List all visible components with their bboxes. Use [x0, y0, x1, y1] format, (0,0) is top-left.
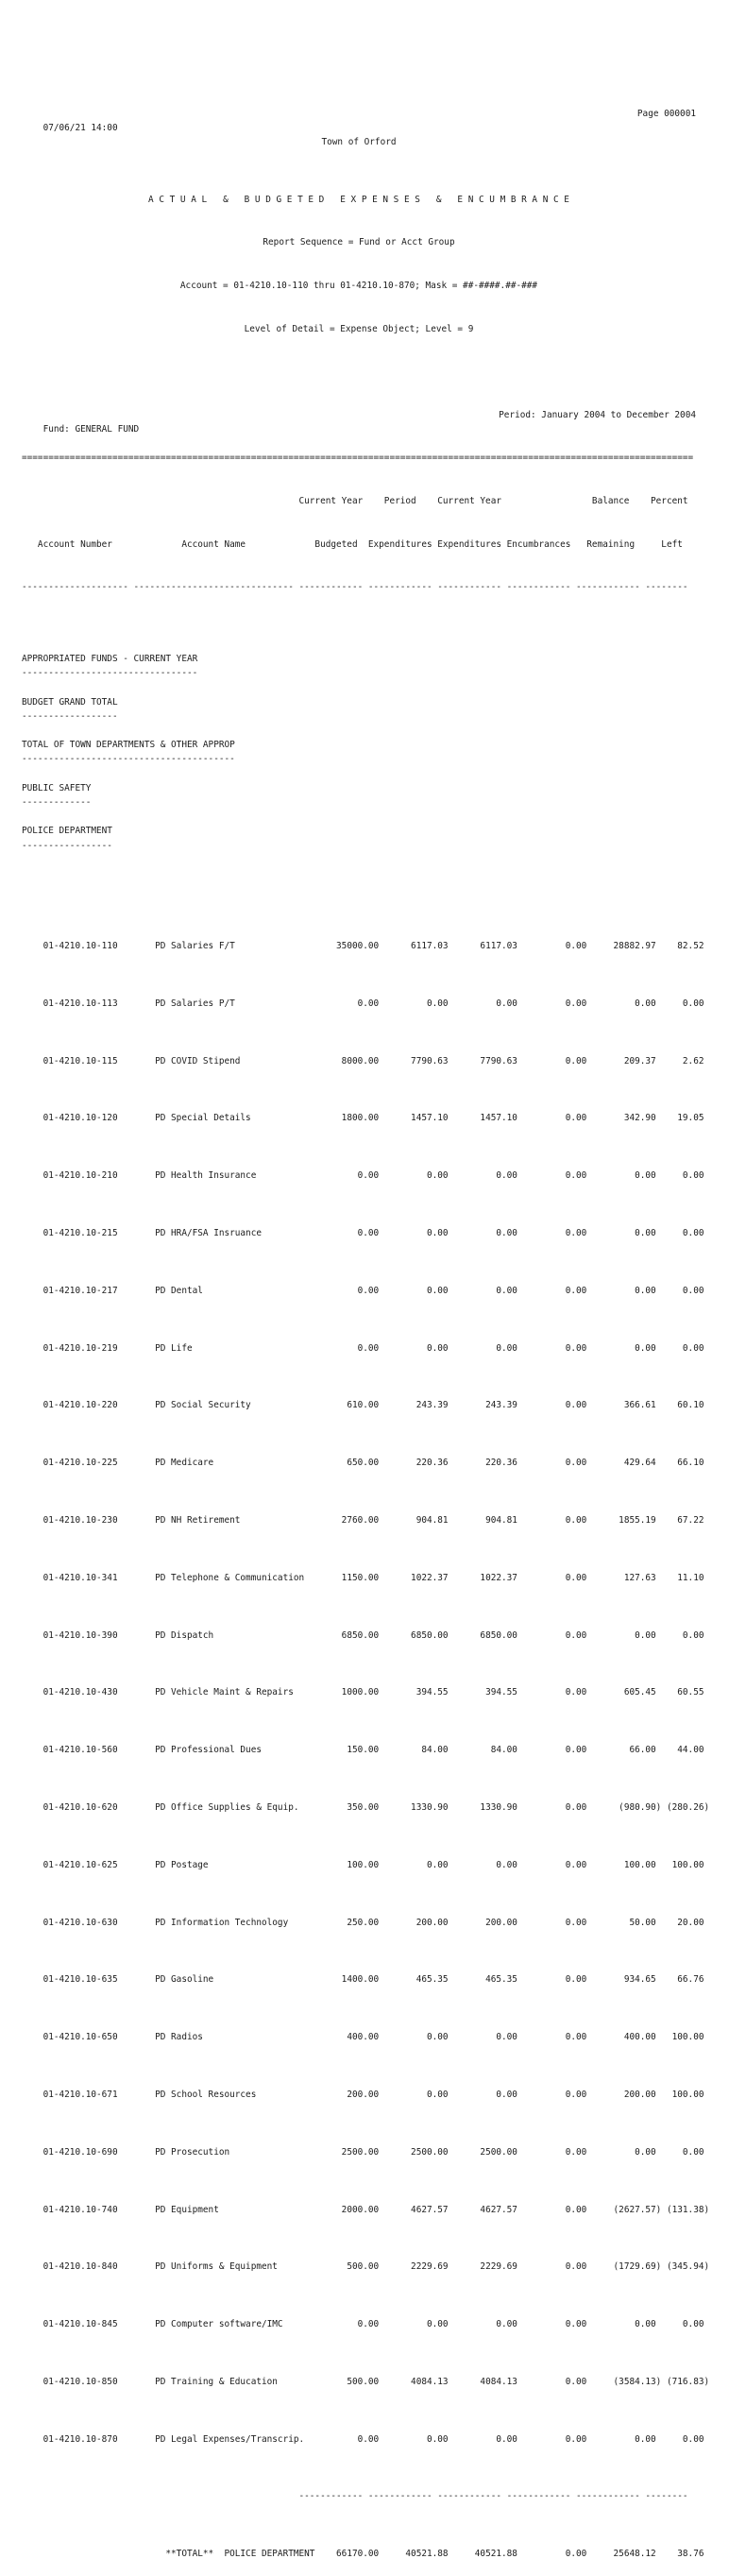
balance-remaining-cell: 0.00 — [597, 1227, 667, 1238]
cy-expenditures-cell: 904.81 — [458, 1514, 529, 1526]
cy-expenditures-cell: 0.00 — [458, 1285, 529, 1296]
percent-left-cell: 82.52 — [666, 940, 710, 951]
account-name-cell: PD Salaries F/T — [155, 940, 321, 951]
account-number-cell: 01-4210.10-113 — [42, 998, 156, 1009]
budgeted-cell: 2760.00 — [320, 1514, 390, 1526]
encumbrances-cell: 0.00 — [528, 998, 598, 1009]
blank-line — [22, 149, 696, 163]
period-expenditures-cell: 84.00 — [389, 1745, 459, 1756]
account-table-body — [22, 896, 729, 2447]
encumbrances-cell: 0.00 — [528, 1687, 598, 1698]
account-number-cell: 01-4210.10-115 — [42, 1055, 156, 1066]
percent-left-cell: 2.62 — [666, 1055, 710, 1066]
percent-left-cell: 0.00 — [666, 1342, 710, 1354]
account-number-cell: 01-4210.10-217 — [42, 1285, 156, 1296]
period-expenditures-cell: 220.36 — [389, 1458, 459, 1469]
cy-expenditures-cell: 0.00 — [458, 2433, 529, 2445]
budgeted-cell: 1800.00 — [320, 1113, 390, 1124]
table-row — [22, 1786, 710, 1813]
column-underline-row: -------------------- ------------------------------ ------------ ------------ ------------ ------------ ------------ -------- — [22, 582, 688, 593]
total-row — [22, 2533, 710, 2560]
period-expenditures-cell: 0.00 — [389, 1170, 459, 1182]
account-name-cell: PD Radios — [155, 2032, 321, 2043]
encumbrances-cell: 0.00 — [528, 1458, 598, 1469]
cy-expenditures-cell: 220.36 — [458, 1458, 529, 1469]
account-number-cell: 01-4210.10-625 — [42, 1859, 156, 1870]
balance-remaining-cell: 400.00 — [597, 2032, 667, 2043]
account-name-cell: PD Dispatch — [155, 1629, 321, 1641]
percent-left-cell: 0.00 — [666, 2146, 710, 2158]
percent-left-cell: 20.00 — [666, 1917, 710, 1928]
balance-remaining-cell: 429.64 — [597, 1458, 667, 1469]
balance-remaining-cell: (3584.13) — [597, 2376, 667, 2387]
table-row — [22, 2188, 710, 2215]
account-name-cell: PD Special Details — [155, 1113, 321, 1124]
account-number-cell: 01-4210.10-390 — [42, 1629, 156, 1641]
total-underline-row: ------------ ------------ ------------ ------------ ------------ -------- — [22, 2491, 688, 2502]
section-heading: APPROPRIATED FUNDS - CURRENT YEAR — [22, 654, 198, 665]
blank-line — [22, 724, 696, 738]
table-row — [22, 982, 710, 1009]
period-expenditures-cell: 4084.13 — [389, 2376, 459, 2387]
table-row — [22, 1499, 710, 1526]
percent-left-cell: 11.10 — [666, 1572, 710, 1583]
encumbrances-cell: 0.00 — [528, 1055, 598, 1066]
table-row — [22, 1671, 710, 1698]
period-expenditures-cell: 0.00 — [389, 1859, 459, 1870]
cy-expenditures-cell: 465.35 — [458, 1974, 529, 1986]
balance-remaining-cell: 0.00 — [597, 998, 667, 1009]
period-expenditures-cell: 0.00 — [389, 1285, 459, 1296]
cy-expenditures-cell: 0.00 — [458, 2319, 529, 2330]
cy-expenditures-cell: 0.00 — [458, 1859, 529, 1870]
encumbrances-cell: 0.00 — [528, 1227, 598, 1238]
percent-left-cell: 0.00 — [666, 2433, 710, 2445]
account-number-cell: 01-4210.10-690 — [42, 2146, 156, 2158]
balance-remaining-cell: 0.00 — [597, 2433, 667, 2445]
percent-left-cell: 19.05 — [666, 1113, 710, 1124]
account-number-cell: 01-4210.10-120 — [42, 1113, 156, 1124]
account-number-cell: 01-4210.10-230 — [42, 1514, 156, 1526]
period-expenditures-cell: 6117.03 — [389, 940, 459, 951]
section-underline: ------------------ — [22, 710, 118, 722]
encumbrances-cell: 0.00 — [528, 1113, 598, 1124]
balance-remaining-cell: 366.61 — [597, 1400, 667, 1411]
cy-expenditures-cell: 0.00 — [458, 1342, 529, 1354]
encumbrances-cell: 0.00 — [528, 1170, 598, 1182]
account-number-cell: 01-4210.10-850 — [42, 2376, 156, 2387]
balance-remaining-cell: 200.00 — [597, 2089, 667, 2100]
account-number-cell: 01-4210.10-430 — [42, 1687, 156, 1698]
table-row — [22, 2131, 710, 2158]
percent-left-cell: 66.10 — [666, 1458, 710, 1469]
total-indent — [43, 2549, 156, 2559]
report-datetime: 07/06/21 14:00 — [42, 122, 118, 133]
cy-expenditures-cell: 0.00 — [458, 2032, 529, 2043]
encumbrances-cell: 0.00 — [528, 1285, 598, 1296]
cy-expenditures-cell: 1457.10 — [458, 1113, 529, 1124]
table-row — [22, 1326, 710, 1354]
fund-label: Fund: GENERAL FUND — [42, 423, 140, 435]
account-number-cell: 01-4210.10-630 — [42, 1917, 156, 1928]
cy-expenditures-cell: 4084.13 — [458, 2376, 529, 2387]
budgeted-cell: 2500.00 — [320, 2146, 390, 2158]
section-underline: ------------- — [22, 797, 92, 808]
period-expenditures-cell: 1457.10 — [389, 1113, 459, 1124]
balance-remaining-cell: (980.90) — [597, 1801, 667, 1813]
account-name-cell: PD Prosecution — [155, 2146, 321, 2158]
account-name-cell: PD Dental — [155, 1285, 321, 1296]
encumbrances-cell: 0.00 — [528, 1745, 598, 1756]
account-name-cell: PD Computer software/IMC — [155, 2319, 321, 2330]
budgeted-cell: 610.00 — [320, 1400, 390, 1411]
account-name-cell: PD HRA/FSA Insruance — [155, 1227, 321, 1238]
budgeted-cell: 350.00 — [320, 1801, 390, 1813]
balance-remaining-cell: 1855.19 — [597, 1514, 667, 1526]
report-account-range-line: Account = 01-4210.10-110 thru 01-4210.10-870; Mask = ##-####.##-### — [179, 280, 538, 291]
report-detail-level-line: Level of Detail = Expense Object; Level = 9 — [244, 323, 474, 334]
balance-remaining-cell: 0.00 — [597, 2146, 667, 2158]
balance-remaining-cell: 28882.97 — [597, 940, 667, 951]
budgeted-cell: 0.00 — [320, 1285, 390, 1296]
percent-left-cell: 100.00 — [666, 2089, 710, 2100]
budgeted-cell: 0.00 — [320, 1342, 390, 1354]
cy-expenditures-cell: 4627.57 — [458, 2204, 529, 2215]
period-expenditures-cell: 7790.63 — [389, 1055, 459, 1066]
percent-left-cell: 44.00 — [666, 1745, 710, 1756]
encumbrances-cell: 0.00 — [528, 2433, 598, 2445]
percent-left-cell: 60.10 — [666, 1400, 710, 1411]
balance-remaining-cell: (2627.57) — [597, 2204, 667, 2215]
encumbrances-cell: 0.00 — [528, 1801, 598, 1813]
account-number-cell: 01-4210.10-840 — [42, 2261, 156, 2273]
percent-left-cell: (716.83) — [666, 2376, 710, 2387]
budgeted-cell: 6850.00 — [320, 1629, 390, 1641]
table-row — [22, 1844, 710, 1870]
encumbrances-cell: 0.00 — [528, 1400, 598, 1411]
total-label: **TOTAL** POLICE DEPARTMENT — [155, 2549, 321, 2560]
table-row — [22, 1039, 710, 1066]
account-name-cell: PD Gasoline — [155, 1974, 321, 1986]
period-expenditures-cell: 4627.57 — [389, 2204, 459, 2215]
account-name-cell: PD Office Supplies & Equip. — [155, 1801, 321, 1813]
encumbrances-cell: 0.00 — [528, 2089, 598, 2100]
section-heading: PUBLIC SAFETY — [22, 782, 92, 793]
cy-expenditures-cell: 200.00 — [458, 1917, 529, 1928]
report-sequence-line: Report Sequence = Fund or Acct Group — [263, 237, 455, 248]
cy-expenditures-cell: 2500.00 — [458, 2146, 529, 2158]
account-name-cell: PD Training & Education — [155, 2376, 321, 2387]
blank-line — [22, 767, 696, 781]
account-name-cell: PD Professional Dues — [155, 1745, 321, 1756]
section-underline: --------------------------------- — [22, 668, 198, 679]
table-row — [22, 925, 710, 951]
encumbrances-cell: 0.00 — [528, 1342, 598, 1354]
period-expenditures-cell: 904.81 — [389, 1514, 459, 1526]
cy-expenditures-cell: 0.00 — [458, 2089, 529, 2100]
budgeted-cell: 500.00 — [320, 2261, 390, 2273]
period-expenditures-cell: 243.39 — [389, 1400, 459, 1411]
budgeted-cell: 200.00 — [320, 2089, 390, 2100]
period-expenditures-cell: 0.00 — [389, 2433, 459, 2445]
table-row — [22, 2245, 710, 2273]
balance-remaining-cell: 209.37 — [597, 1055, 667, 1066]
percent-left-cell: 0.00 — [666, 1170, 710, 1182]
encumbrances-cell: 0.00 — [528, 1629, 598, 1641]
table-row — [22, 1097, 710, 1124]
period-expenditures-cell: 465.35 — [389, 1974, 459, 1986]
period-expenditures-cell: 394.55 — [389, 1687, 459, 1698]
balance-remaining-cell: 0.00 — [597, 2319, 667, 2330]
table-row — [22, 1442, 710, 1469]
percent-left-cell: 100.00 — [666, 2032, 710, 2043]
account-name-cell: PD Social Security — [155, 1400, 321, 1411]
balance-remaining-cell: 934.65 — [597, 1974, 667, 1986]
period-expenditures-cell: 0.00 — [389, 1342, 459, 1354]
column-header-row-1: Current Year Period Current Year Balance Percent — [22, 495, 688, 506]
account-name-cell: PD Legal Expenses/Transcrip. — [155, 2433, 321, 2445]
period-expenditures-cell: 200.00 — [389, 1917, 459, 1928]
period-expenditures-cell: 0.00 — [389, 2032, 459, 2043]
table-row — [22, 2073, 710, 2100]
balance-remaining-cell: (1729.69) — [597, 2261, 667, 2273]
page-header-line — [22, 107, 696, 148]
total-values: 66170.00 40521.88 40521.88 0.00 25648.12 38.76 — [320, 2549, 710, 2560]
encumbrances-cell: 0.00 — [528, 2146, 598, 2158]
balance-remaining-cell: 66.00 — [597, 1745, 667, 1756]
report-title: A C T U A L & B U D G E T E D E X P E N S E S & E N C U M B R A N C E — [148, 194, 569, 205]
fund-period-line — [22, 408, 696, 435]
encumbrances-cell: 0.00 — [528, 940, 598, 951]
cy-expenditures-cell: 6850.00 — [458, 1629, 529, 1641]
column-header-row-2: Account Number Account Name Budgeted Expenditures Expenditures Encumbrances Remaining Left — [22, 538, 688, 550]
percent-left-cell: 0.00 — [666, 1227, 710, 1238]
town-title: Town of Orford — [321, 137, 397, 148]
encumbrances-cell: 0.00 — [528, 2376, 598, 2387]
encumbrances-cell: 0.00 — [528, 2319, 598, 2330]
period-expenditures-cell: 1022.37 — [389, 1572, 459, 1583]
percent-left-cell: 100.00 — [666, 1859, 710, 1870]
cy-expenditures-cell: 243.39 — [458, 1400, 529, 1411]
period-expenditures-cell: 0.00 — [389, 2089, 459, 2100]
account-number-cell: 01-4210.10-225 — [42, 1458, 156, 1469]
percent-left-cell: (280.26) — [666, 1801, 710, 1813]
cy-expenditures-cell: 0.00 — [458, 998, 529, 1009]
account-name-cell: PD Vehicle Maint & Repairs — [155, 1687, 321, 1698]
cy-expenditures-cell: 1330.90 — [458, 1801, 529, 1813]
cy-expenditures-cell: 0.00 — [458, 1227, 529, 1238]
balance-remaining-cell: 0.00 — [597, 1629, 667, 1641]
table-row — [22, 1729, 710, 1756]
budgeted-cell: 0.00 — [320, 2433, 390, 2445]
table-row — [22, 1154, 710, 1182]
percent-left-cell: 67.22 — [666, 1514, 710, 1526]
table-row — [22, 2361, 710, 2387]
percent-left-cell: 0.00 — [666, 1629, 710, 1641]
balance-remaining-cell: 0.00 — [597, 1285, 667, 1296]
percent-left-cell: (345.94) — [666, 2261, 710, 2273]
balance-remaining-cell: 127.63 — [597, 1572, 667, 1583]
encumbrances-cell: 0.00 — [528, 2204, 598, 2215]
encumbrances-cell: 0.00 — [528, 1974, 598, 1986]
cy-expenditures-cell: 394.55 — [458, 1687, 529, 1698]
percent-left-cell: 60.55 — [666, 1687, 710, 1698]
separator-line: ============================================================================================================================== — [22, 452, 694, 464]
budgeted-cell: 35000.00 — [320, 940, 390, 951]
table-row — [22, 2417, 710, 2445]
percent-left-cell: 66.76 — [666, 1974, 710, 1986]
budgeted-cell: 1400.00 — [320, 1974, 390, 1986]
page-number: Page 000001 — [636, 108, 696, 119]
budgeted-cell: 400.00 — [320, 2032, 390, 2043]
period-expenditures-cell: 6850.00 — [389, 1629, 459, 1641]
account-name-cell: PD Telephone & Communication — [155, 1572, 321, 1583]
budgeted-cell: 0.00 — [320, 998, 390, 1009]
cy-expenditures-cell: 1022.37 — [458, 1572, 529, 1583]
account-name-cell: PD Life — [155, 1342, 321, 1354]
account-name-cell: PD School Resources — [155, 2089, 321, 2100]
budgeted-cell: 150.00 — [320, 1745, 390, 1756]
budgeted-cell: 1000.00 — [320, 1687, 390, 1698]
table-row — [22, 1270, 710, 1296]
table-row — [22, 1613, 710, 1641]
balance-remaining-cell: 100.00 — [597, 1859, 667, 1870]
budgeted-cell: 650.00 — [320, 1458, 390, 1469]
balance-remaining-cell: 605.45 — [597, 1687, 667, 1698]
blank-line — [22, 638, 696, 652]
table-row — [22, 1557, 710, 1583]
budgeted-cell: 500.00 — [320, 2376, 390, 2387]
percent-left-cell: 0.00 — [666, 998, 710, 1009]
encumbrances-cell: 0.00 — [528, 1859, 598, 1870]
balance-remaining-cell: 0.00 — [597, 1342, 667, 1354]
cy-expenditures-cell: 7790.63 — [458, 1055, 529, 1066]
budgeted-cell: 0.00 — [320, 1170, 390, 1182]
account-number-cell: 01-4210.10-845 — [42, 2319, 156, 2330]
account-name-cell: PD Information Technology — [155, 1917, 321, 1928]
table-row — [22, 1212, 710, 1238]
encumbrances-cell: 0.00 — [528, 1572, 598, 1583]
account-name-cell: PD Equipment — [155, 2204, 321, 2215]
blank-line — [22, 365, 696, 379]
budgeted-cell: 1150.00 — [320, 1572, 390, 1583]
section-heading: BUDGET GRAND TOTAL — [22, 696, 118, 708]
balance-remaining-cell: 50.00 — [597, 1917, 667, 1928]
account-name-cell: PD COVID Stipend — [155, 1055, 321, 1066]
table-row — [22, 2016, 710, 2043]
period-expenditures-cell: 1330.90 — [389, 1801, 459, 1813]
period-expenditures-cell: 0.00 — [389, 998, 459, 1009]
period-expenditures-cell: 2500.00 — [389, 2146, 459, 2158]
encumbrances-cell: 0.00 — [528, 2261, 598, 2273]
encumbrances-cell: 0.00 — [528, 1514, 598, 1526]
balance-remaining-cell: 0.00 — [597, 1170, 667, 1182]
account-number-cell: 01-4210.10-110 — [42, 940, 156, 951]
budgeted-cell: 250.00 — [320, 1917, 390, 1928]
account-name-cell: PD Salaries P/T — [155, 998, 321, 1009]
blank-line — [22, 681, 696, 695]
section-underline: ----------------- — [22, 840, 112, 851]
encumbrances-cell: 0.00 — [528, 1917, 598, 1928]
table-row — [22, 1958, 710, 1986]
percent-left-cell: (131.38) — [666, 2204, 710, 2215]
cy-expenditures-cell: 6117.03 — [458, 940, 529, 951]
period-label: Period: January 2004 to December 2004 — [499, 409, 696, 420]
account-number-cell: 01-4210.10-650 — [42, 2032, 156, 2043]
budgeted-cell: 0.00 — [320, 2319, 390, 2330]
account-number-cell: 01-4210.10-219 — [42, 1342, 156, 1354]
account-number-cell: 01-4210.10-210 — [42, 1170, 156, 1182]
account-name-cell: PD Medicare — [155, 1458, 321, 1469]
account-number-cell: 01-4210.10-635 — [42, 1974, 156, 1986]
table-row — [22, 2303, 710, 2330]
section-headings — [22, 638, 729, 853]
section-heading: TOTAL OF TOWN DEPARTMENTS & OTHER APPROP — [22, 740, 235, 751]
account-number-cell: 01-4210.10-740 — [42, 2204, 156, 2215]
account-number-cell: 01-4210.10-215 — [42, 1227, 156, 1238]
cy-expenditures-cell: 2229.69 — [458, 2261, 529, 2273]
budgeted-cell: 8000.00 — [320, 1055, 390, 1066]
budgeted-cell: 100.00 — [320, 1859, 390, 1870]
period-expenditures-cell: 0.00 — [389, 2319, 459, 2330]
account-name-cell: PD NH Retirement — [155, 1514, 321, 1526]
account-name-cell: PD Uniforms & Equipment — [155, 2261, 321, 2273]
account-number-cell: 01-4210.10-870 — [42, 2433, 156, 2445]
percent-left-cell: 0.00 — [666, 1285, 710, 1296]
encumbrances-cell: 0.00 — [528, 2032, 598, 2043]
balance-remaining-cell: 342.90 — [597, 1113, 667, 1124]
blank-line — [22, 810, 696, 824]
cy-expenditures-cell: 0.00 — [458, 1170, 529, 1182]
account-number-cell: 01-4210.10-620 — [42, 1801, 156, 1813]
account-name-cell: PD Health Insurance — [155, 1170, 321, 1182]
percent-left-cell: 0.00 — [666, 2319, 710, 2330]
cy-expenditures-cell: 84.00 — [458, 1745, 529, 1756]
account-number-cell: 01-4210.10-560 — [42, 1745, 156, 1756]
section-heading: POLICE DEPARTMENT — [22, 826, 112, 837]
budgeted-cell: 0.00 — [320, 1227, 390, 1238]
period-expenditures-cell: 2229.69 — [389, 2261, 459, 2273]
budgeted-cell: 2000.00 — [320, 2204, 390, 2215]
account-number-cell: 01-4210.10-671 — [42, 2089, 156, 2100]
table-row — [22, 1901, 710, 1928]
account-number-cell: 01-4210.10-220 — [42, 1400, 156, 1411]
table-row — [22, 1384, 710, 1411]
section-underline: ---------------------------------------- — [22, 754, 235, 765]
period-expenditures-cell: 0.00 — [389, 1227, 459, 1238]
account-number-cell: 01-4210.10-341 — [42, 1572, 156, 1583]
account-name-cell: PD Postage — [155, 1859, 321, 1870]
